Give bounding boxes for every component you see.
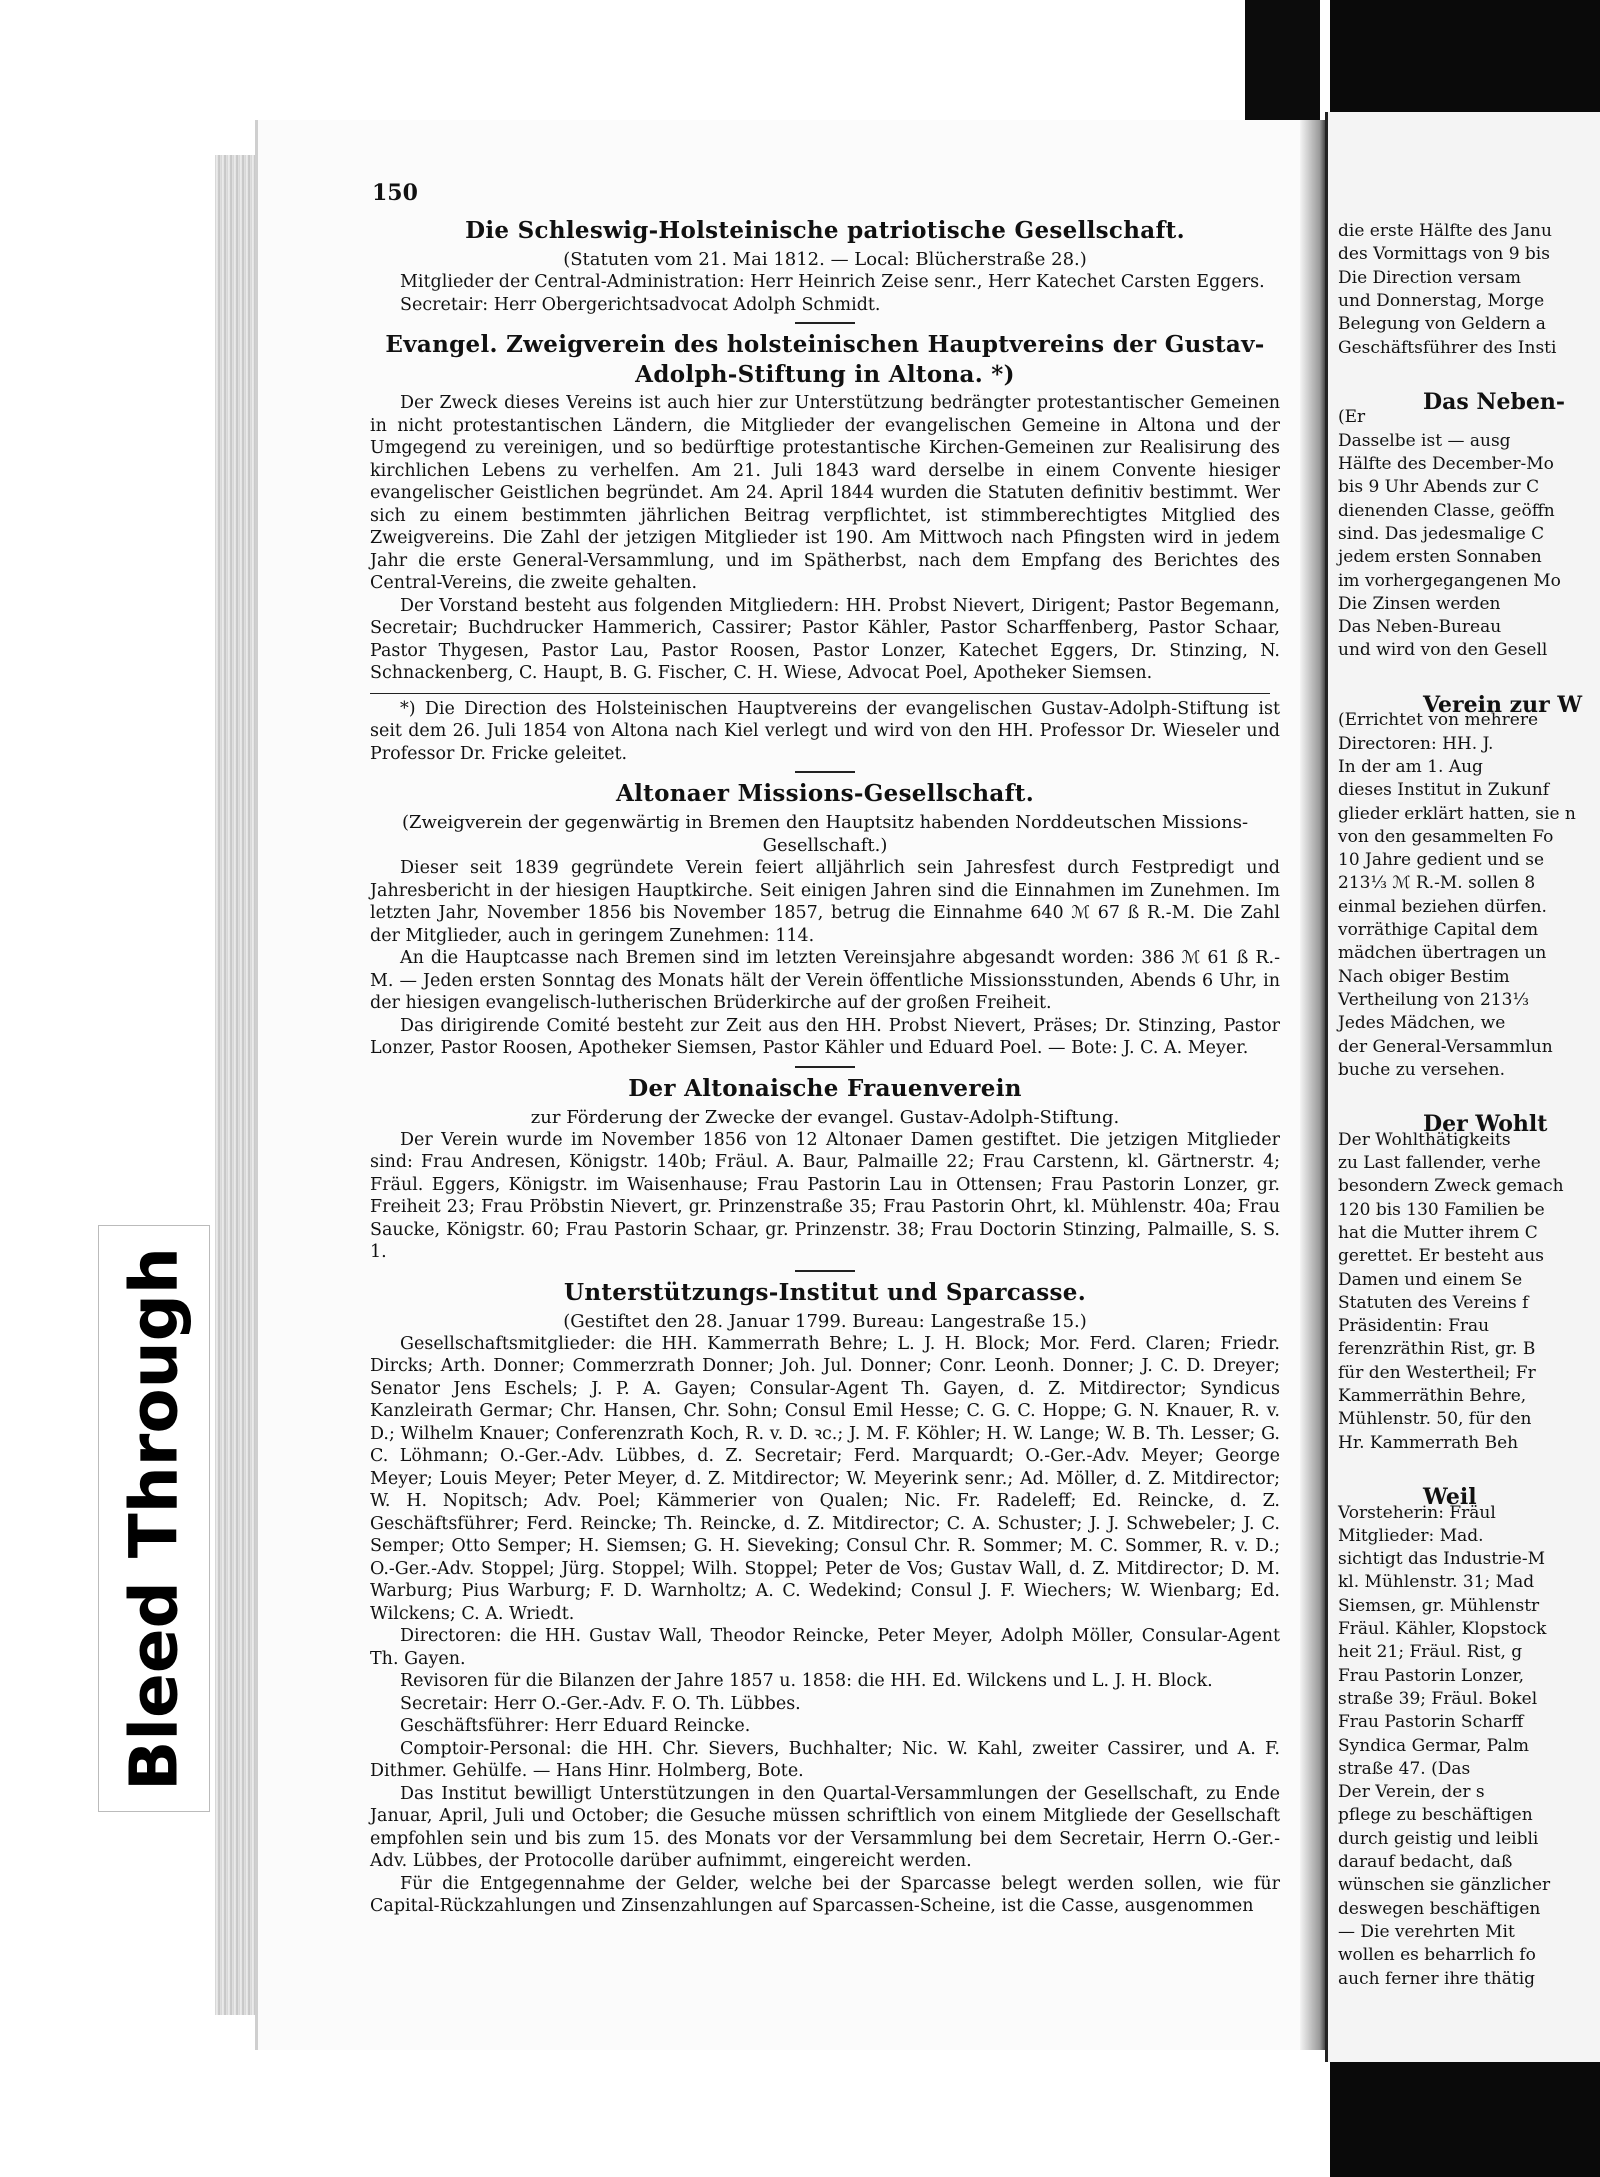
paragraph: Gesellschaftsmitglieder: die HH. Kammerrath Behre; L. J. H. Block; Mor. Ferd. Claren; Friedr. Dircks; Arth. Donner; Commerzrath Donner; Joh. Jul. Donner; Conr. Leonh. Donner; J. C. D. Dreyer; Senator Jens Eschels; J. P. A. Gayen; Consular-Agent Th. Gayen, d. Z. Mitdirector; Syndicus Kanzleirath Germar; Chr. Hansen, Chr. Sohn; Consul Emil Hesse; C. G. C. Hoppe; G. N. Knauer, R. v. D.; Wilhelm Knauer; Conferenzrath Koch, R. v. D. ꝛc.; J. M. F. Köhler; H. W. Lange; W. B. Th. Lesser; G. C. Löhmann; O.-Ger.-Adv. Lübbes, d. Z. Secretair; Ferd. Marquardt; O.-Ger.-Adv. Meyer; George Meyer; Louis Meyer; Peter Meyer, d. Z. Mitdirector; W. Meyerink senr.; Ad. Möller, d. Z. Mitdirector; W. H. Nopitsch; Adv. Poel; Kämmerier von Qualen; Nic. Fr. Radeleff; Ed. Reincke, d. Z. Geschäftsführer; Ferd. Reincke; Th. Reincke, d. Z. Mitdirector; C. A. Schuster; J. J. Schwebeler; J. C. Semper; Otto Semper; H. Siemsen; G. H. Sieveking; Consul Chr. R. Sommer; M. C. Sommer, R. v. D.; O.-Ger.-Adv. Stoppel; Jürg. Stoppel; Wilh. Stoppel; Peter de Vos; Gustav Wall, d. Z. Mitdirector; D. M. Warburg; Pius Warburg; F. D. Warnholtz; A. C. Wedekind; Consul J. F. Wiechers; W. Wienbarg; Ed. Wilckens; C. A. Wriedt. <box>370 1333 1280 1624</box>
section-heading: Evangel. Zweigverein des holsteinischen Hauptvereins der Gustav-Adolph-Stiftung in Altona. *) <box>385 331 1265 388</box>
section-heading: Der Altonaische Frauenverein <box>628 1074 1022 1102</box>
right-page-line: kl. Mühlenstr. 31; Mad <box>1338 1572 1535 1593</box>
section-separator <box>795 771 855 773</box>
right-page-line: Der Wohlthätigkeits <box>1338 1129 1511 1150</box>
right-page-line: Die Direction versam <box>1338 267 1521 288</box>
right-page-line: jedem ersten Sonnaben <box>1338 547 1542 568</box>
paragraph: Der Zweck dieses Vereins ist auch hier zur Unterstützung bedrängter protestantischer Gemeinen in nicht protestantischen Ländern, die Mitglieder der evangelischen Gemeine in Altona und der Umgegend zu vereinigen, und so bedürftige protestantische Kirchen-Gemeinen zur Realisirung des kirchlichen Lebens zu verhelfen. Am 21. Juli 1843 ward derselbe in einem Convente hiesiger evangelischer Geistlichen begründet. Am 24. April 1844 wurden die Statuten definitiv bestimmt. Wer sich zu einem bestimmten jährlichen Beitrag verpflichtet, ist stimmberechtigtes Mitglied des Zweigvereins. Die Zahl der jetzigen Mitglieder ist 190. Am Mittwoch nach Pfingsten wird in jedem Jahr die erste General-Versammlung, und im Spätherbst, nach dem Empfang des Berichtes des Central-Vereins, die zweite gehalten. <box>370 393 1280 593</box>
bleed-through-label: Bleed Through <box>115 1246 193 1791</box>
right-page-line: Geschäftsführer des Insti <box>1338 337 1557 358</box>
right-page-line: Das Neben-Bureau <box>1338 617 1502 638</box>
paragraph: Directoren: die HH. Gustav Wall, Theodor Reincke, Peter Meyer, Adolph Möller, Consular-Agent Th. Gayen. <box>370 1626 1280 1669</box>
bleed-through-tab <box>98 1225 210 1812</box>
right-page-line: 120 bis 130 Familien be <box>1338 1199 1545 1220</box>
right-page-line: deswegen beschäftigen <box>1338 1898 1541 1919</box>
right-page-line: Mitglieder: Mad. <box>1338 1525 1484 1546</box>
right-page-line: und wird von den Gesell <box>1338 640 1548 661</box>
right-page-line: einmal beziehen dürfen. <box>1338 896 1547 917</box>
right-page-line: Frau Pastorin Lonzer, <box>1338 1665 1525 1686</box>
section-separator <box>795 322 855 324</box>
page-number: 150 <box>372 180 418 206</box>
scan-margin <box>0 0 215 2177</box>
paragraph: Der Vorstand besteht aus folgenden Mitgliedern: HH. Probst Nievert, Dirigent; Pastor Begemann, Secretair; Buchdrucker Hammerich, Cassirer; Pastor Kähler, Pastor Scharffenberg, Pastor Schaar, Pastor Thygesen, Pastor Lau, Pastor Roosen, Pastor Lonzer, Katechet Eggers, Dr. Stinzing, N. Schnackenberg, C. Haupt, B. G. Fischer, C. H. Wiese, Advocat Poel, Apotheker Siemsen. <box>370 595 1280 683</box>
right-page-line: Directoren: HH. J. <box>1338 733 1494 754</box>
right-page-line: vorräthige Capital dem <box>1338 920 1539 940</box>
right-page-line: In der am 1. Aug <box>1338 756 1483 777</box>
section-separator <box>795 1270 855 1272</box>
right-page-line: Frau Pastorin Scharff <box>1338 1712 1524 1733</box>
right-page-heading: Das Neben- <box>1423 389 1565 416</box>
right-page-line: Fräul. Kähler, Klopstock <box>1338 1619 1547 1639</box>
right-page-line: Syndica Germar, Palm <box>1338 1735 1530 1756</box>
right-page-line: im vorhergegangenen Mo <box>1338 570 1561 591</box>
right-page-line: darauf bedacht, daß <box>1338 1852 1513 1872</box>
right-page-line: Statuten des Vereins f <box>1338 1292 1529 1313</box>
right-page-line: der General-Versammlun <box>1338 1036 1553 1057</box>
paragraph: Der Verein wurde im November 1856 von 12 Altonaer Damen gestiftet. Die jetzigen Mitglieder sind: Frau Andresen, Königstr. 140b; Fräul. A. Baur, Palmaille 22; Frau Carstenn, kl. Gärtnerstr. 4; Fräul. Eggers, Königstr. im Waisenhause; Frau Pastorin Lau in Ottensen; Frau Pastorin Lonzer, gr. Freiheit 23; Frau Pröbstin Nievert, gr. Prinzenstraße 35; Frau Pastorin Ohrt, kl. Mühlenstr. 40a; Frau Saucke, Königstr. 60; Frau Pastorin Schaar, gr. Prinzenstr. 38; Frau Doctorin Stinzing, Palmaille, S. S. 1. <box>370 1129 1280 1262</box>
book-gutter <box>1300 120 1328 2050</box>
right-page-line: ferenzräthin Rist, gr. B <box>1338 1339 1536 1360</box>
right-page-line: Der Verein, der s <box>1338 1782 1485 1803</box>
section-heading: Die Schleswig-Holsteinische patriotische Gesellschaft. <box>465 217 1185 244</box>
right-page-line: (Er <box>1338 407 1366 428</box>
right-page-line: Jedes Mädchen, we <box>1338 1013 1506 1034</box>
right-page-line: besondern Zweck gemach <box>1338 1176 1564 1197</box>
paragraph: Für die Entgegennahme der Gelder, welche bei der Sparcasse belegt werden sollen, wie für Capital-Rückzahlungen und Zinsenzahlungen auf Sparcassen-Scheine, ist die Casse, ausgenommen <box>370 1873 1280 1916</box>
right-page-line: Hr. Kammerrath Beh <box>1338 1432 1519 1453</box>
right-page-line: bis 9 Uhr Abends zur C <box>1338 477 1540 498</box>
right-page-heading: Verein zur W <box>1423 692 1583 718</box>
right-page-line: sind. Das jedesmalige C <box>1338 523 1545 544</box>
paragraph: An die Hauptcasse nach Bremen sind im letzten Vereinsjahre abgesandt worden: 386 ℳ 61 ß R.-M. — Jeden ersten Sonntag des Monats hält der Verein öffentliche Missionsstunden, Abends 6 Uhr, in der hiesigen evangelisch-lutherischen Brüderkirche auf der großen Freiheit. <box>370 948 1280 1013</box>
right-page-line: wünschen sie gänzlicher <box>1338 1875 1551 1896</box>
footnote: *) Die Direction des Holsteinischen Hauptvereins der evangelischen Gustav-Adolph-Stiftung ist seit dem 26. Juli 1854 von Altona nach Kiel verlegt und wird von den HH. Professor Dr. Wieseler und Professor Dr. Fricke geleitet. <box>370 698 1280 764</box>
right-page-line: wollen es beharrlich fo <box>1338 1945 1536 1966</box>
paragraph: Dieser seit 1839 gegründete Verein feiert alljährlich sein Jahresfest durch Festpredigt und Jahresbericht in der hiesigen Hauptkirche. Seit einigen Jahren sind die Einnahmen im Zunehmen. Im letzten Jahr, November 1856 bis November 1857, betrug die Einnahme 640 ℳ 67 ß R.-M. Die Zahl der Mitglieder, auch in geringem Zunehmen: 114. <box>370 858 1280 946</box>
right-page-heading: Weil <box>1423 1484 1477 1511</box>
right-page <box>1325 112 1600 2062</box>
right-page-line: gerettet. Er besteht aus <box>1338 1246 1544 1267</box>
right-page-line: von den gesammelten Fo <box>1338 826 1554 847</box>
right-page-line: dienenden Classe, geöffn <box>1338 500 1555 521</box>
right-page-line: 213⅓ ℳ R.-M. sollen 8 <box>1338 873 1536 894</box>
paragraph: Das dirigirende Comité besteht zur Zeit aus den HH. Probst Nievert, Präses; Dr. Stinzing, Pastor Lonzer, Pastor Roosen, Apotheker Siemsen, Pastor Kähler und Eduard Poel. — Bote: J. C. A. Meyer. <box>370 1015 1280 1058</box>
right-page-line: Dasselbe ist — ausg <box>1338 430 1511 451</box>
right-page-line: Nach obiger Bestim <box>1338 966 1510 987</box>
section-heading: Unterstützungs-Institut und Sparcasse. <box>563 1278 1086 1306</box>
right-page-line: Hälfte des December-Mo <box>1338 454 1554 474</box>
section-subheading: (Zweigverein der gegenwärtig in Bremen den Hauptsitz habenden Norddeutschen Missions-Gesellschaft.) <box>401 812 1249 856</box>
right-page-line: für den Westertheil; Fr <box>1338 1362 1536 1383</box>
right-page-line: sichtigt das Industrie-M <box>1338 1549 1545 1570</box>
paragraph: Secretair: Herr O.-Ger.-Adv. F. O. Th. Lübbes. <box>400 1693 801 1714</box>
section-heading: Altonaer Missions-Gesellschaft. <box>615 780 1035 807</box>
paragraph: Geschäftsführer: Herr Eduard Reincke. <box>400 1716 751 1736</box>
right-page-line: straße 39; Fräul. Bokel <box>1338 1688 1538 1709</box>
right-page-line: die erste Hälfte des Janu <box>1338 221 1552 241</box>
right-page-line: Siemsen, gr. Mühlenstr <box>1338 1595 1540 1616</box>
right-page-line: auch ferner ihre thätig <box>1338 1968 1536 1989</box>
right-page-line: Vorsteherin: Fräul <box>1338 1502 1496 1523</box>
right-page-line: und Donnerstag, Morge <box>1338 290 1545 311</box>
paragraph: Revisoren für die Bilanzen der Jahre 1857 u. 1858: die HH. Ed. Wilckens und L. J. H. Block. <box>400 1671 1213 1691</box>
section-separator <box>795 1066 855 1068</box>
right-page-line: (Errichtet von mehrere <box>1338 710 1539 731</box>
right-page-line: heit 21; Fräul. Rist, g <box>1338 1642 1523 1663</box>
right-page-line: Belegung von Geldern a <box>1338 314 1546 335</box>
right-page-line: — Die verehrten Mit <box>1338 1921 1515 1942</box>
right-page-line: 10 Jahre gedient und se <box>1338 850 1545 871</box>
paragraph: Comptoir-Personal: die HH. Chr. Sievers, Buchhalter; Nic. W. Kahl, zweiter Cassirer, und A. F. Dithmer. Gehülfe. — Hans Hinr. Holmberg, Bote. <box>370 1738 1280 1781</box>
page-edges <box>215 155 257 2015</box>
right-page-line: dieses Institut in Zukunf <box>1338 780 1550 801</box>
right-page-line: Kammerräthin Behre, <box>1338 1386 1527 1406</box>
section-subheading: zur Förderung der Zwecke der evangel. Gustav-Adolph-Stiftung. <box>530 1106 1120 1128</box>
right-page-heading: Der Wohlt <box>1423 1111 1548 1138</box>
paragraph: Mitglieder der Central-Administration: Herr Heinrich Zeise senr., Herr Katechet Carsten Eggers. <box>400 272 1265 292</box>
paragraph: Das Institut bewilligt Unterstützungen in den Quartal-Versammlungen der Gesellschaft, zu Ende Januar, April, Juli und October; die Gesuche müssen schriftlich von einem Mitgliede der Gesellschaft empfohlen sein und bis zum 15. des Monats vor der Versammlung bei dem Secretair, Herrn O.-Ger.-Adv. Lübbes, der Protocolle darüber aufnimmt, eingereicht werden. <box>370 1783 1280 1871</box>
right-page-line: zu Last fallender, verhe <box>1338 1153 1541 1173</box>
right-page-line: durch geistig und leibli <box>1338 1828 1539 1849</box>
section-subheading: (Statuten vom 21. Mai 1812. — Local: Blücherstraße 28.) <box>563 249 1087 270</box>
right-page-line: buche zu versehen. <box>1338 1059 1506 1080</box>
right-page-line: Präsidentin: Frau <box>1338 1316 1490 1337</box>
right-page-line: Die Zinsen werden <box>1338 593 1501 614</box>
paragraph: Secretair: Herr Obergerichtsadvocat Adolph Schmidt. <box>400 294 881 315</box>
right-page-line: pflege zu beschäftigen <box>1338 1805 1533 1826</box>
right-page-line: glieder erklärt hatten, sie n <box>1338 803 1576 824</box>
right-page-line: des Vormittags von 9 bis <box>1338 244 1550 265</box>
right-page-line: mädchen übertragen un <box>1338 943 1547 964</box>
right-page-line: hat die Mutter ihrem C <box>1338 1222 1538 1243</box>
right-page-line: Vertheilung von 213⅓ <box>1338 989 1529 1010</box>
scan-background-top <box>1245 0 1320 120</box>
page-content <box>370 212 1280 1918</box>
right-page-line: Damen und einem Se <box>1338 1269 1523 1290</box>
section-subheading: (Gestiftet den 28. Januar 1799. Bureau: Langestraße 15.) <box>563 1310 1087 1332</box>
right-page-line: straße 47. (Das <box>1338 1758 1471 1779</box>
footnote-rule <box>370 693 1270 694</box>
right-page-line: Mühlenstr. 50, für den <box>1338 1409 1532 1430</box>
